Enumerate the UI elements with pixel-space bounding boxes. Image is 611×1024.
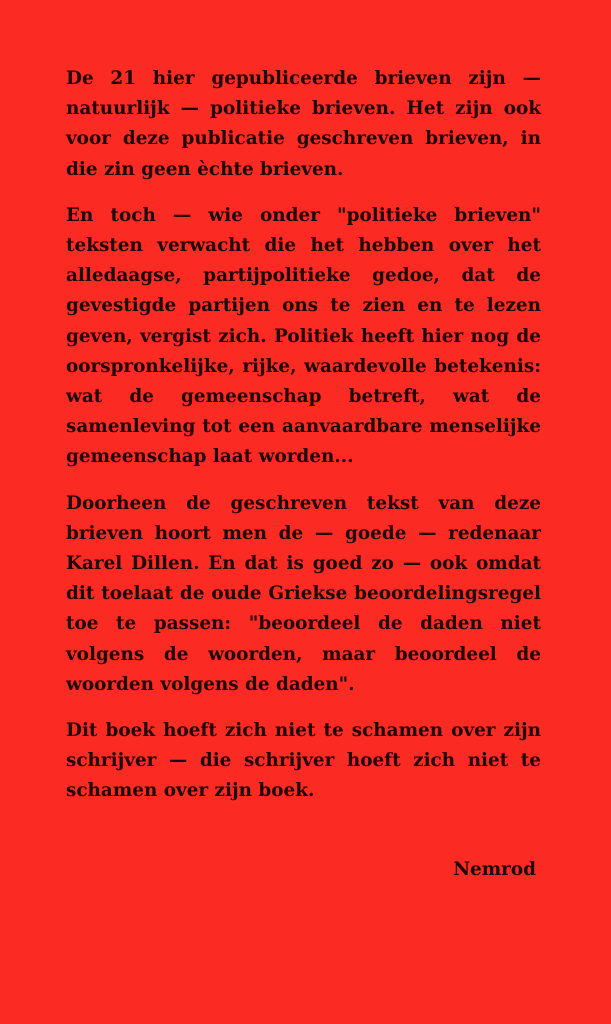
blurb-text: [66, 64, 541, 823]
paragraph-2: En toch — wie onder "politieke brieven" teksten verwacht die het hebben over het alledaagse, partijpolitieke gedoe, dat de gevestigde partijen ons te zien en te lezen geven, vergist zich. Politiek heeft hier nog de oorspronkelijke, rijke, waardevolle betekenis: wat de gemeenschap betreft, wat de samenleving tot een aanvaardbare menselijke gemeenschap laat worden...: [66, 204, 541, 468]
author-signature: Nemrod: [453, 859, 536, 880]
paragraph-3: Doorheen de geschreven tekst van deze brieven hoort men de — goede — redenaar Karel Dillen. En dat is goed zo — ook omdat dit toelaat de oude Griekse beoordelingsregel toe te passen: "beoordeel de daden niet volgens de woorden, maar beoordeel de woorden volgens de daden".: [66, 492, 541, 695]
paragraph-1: De 21 hier gepubliceerde brieven zijn — natuurlijk — politieke brieven. Het zijn ook voor deze publicatie geschreven brieven, in die zin geen èchte brieven.: [66, 68, 541, 180]
paragraph-4: Dit boek hoeft zich niet te schamen over zijn schrijver — die schrijver hoeft zich niet te schamen over zijn boek.: [66, 720, 541, 802]
